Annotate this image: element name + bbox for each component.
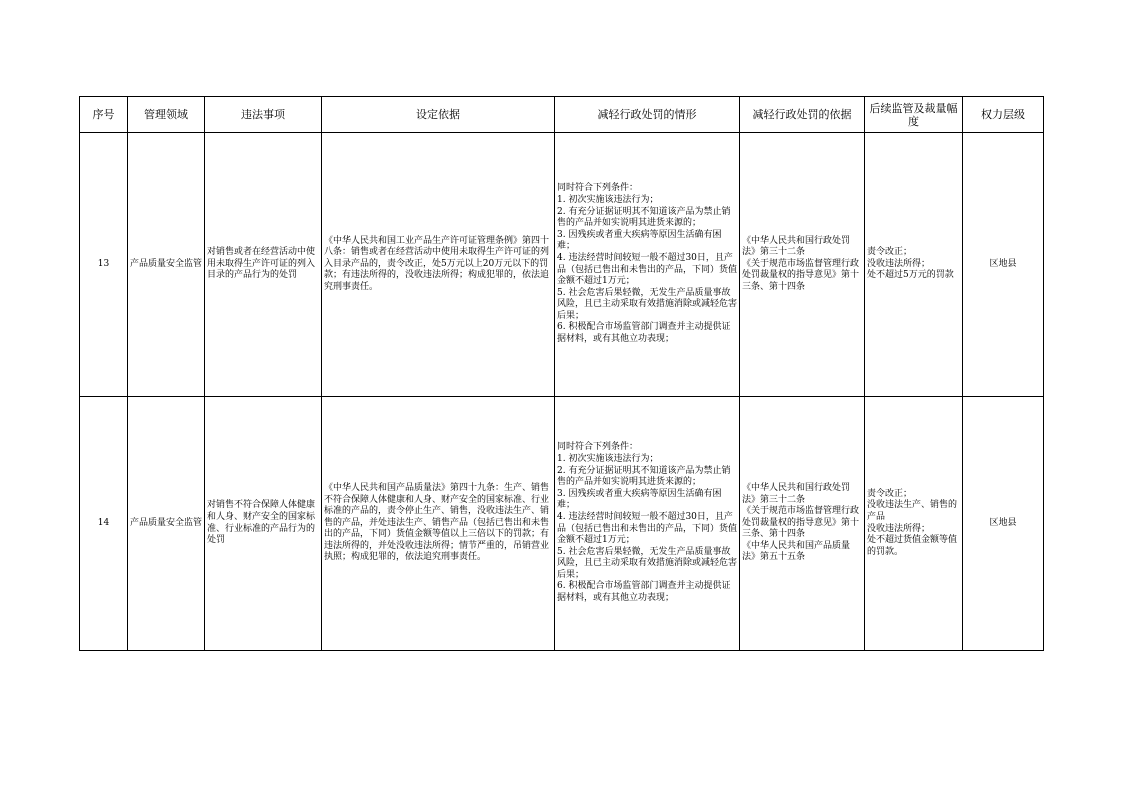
cell-circumstances <box>555 397 740 651</box>
header-reduction-basis: 减轻行政处罚的依据 <box>740 97 865 133</box>
cell-follow-up <box>865 397 963 651</box>
header-violation: 违法事项 <box>205 97 322 133</box>
cell-violation: 对销售或者在经营活动中使用未取得生产许可证的列入目录的产品行为的处罚 <box>205 133 322 397</box>
circumstance-line: 5. 社会危害后果轻微，无发生产品质量事故风险，且已主动采取有效措施消除或减轻危害后果； <box>557 546 738 580</box>
follow-up-line: 处不超过货值金额等值的罚款。 <box>867 535 958 557</box>
follow-up-line: 没收违法所得； <box>867 523 931 534</box>
cell-field: 产品质量安全监管 <box>128 397 205 651</box>
circumstance-line: 2. 有充分证据证明其不知道该产品为禁止销售的产品并如实说明其进货来源的； <box>557 206 731 229</box>
circumstance-line: 5. 社会危害后果轻微，无发生产品质量事故风险，且已主动采取有效措施消除或减轻危害后果； <box>557 287 738 321</box>
circumstance-line: 6. 积极配合市场监管部门调查并主动提供证据材料，或有其他立功表现； <box>557 322 731 345</box>
cell-follow-up <box>865 133 963 397</box>
follow-up-line: 处不超过5万元的罚款 <box>867 270 954 281</box>
penalty-table-sheet <box>79 96 1043 651</box>
circumstance-line: 1. 初次实施该违法行为； <box>557 194 659 205</box>
table-header-row <box>80 97 1044 133</box>
cell-seq: 13 <box>80 133 128 397</box>
header-follow-up: 后续监管及裁量幅度 <box>865 97 963 133</box>
table-row <box>80 397 1044 651</box>
cell-authority: 区地县 <box>963 133 1044 397</box>
reduction-basis-line: 《关于规范市场监督管理行政处罚裁量权的指导意见》第十三条、第十四条 <box>742 258 860 292</box>
table-row <box>80 133 1044 397</box>
cell-violation: 对销售不符合保障人体健康和人身、财产安全的国家标准、行业标准的产品行为的处罚 <box>205 397 322 651</box>
cell-field: 产品质量安全监管 <box>128 133 205 397</box>
circumstance-line: 同时符合下列条件： <box>557 442 639 453</box>
follow-up-line: 没收违法所得； <box>867 258 931 269</box>
circumstance-line: 1. 初次实施该违法行为； <box>557 453 659 464</box>
reduction-basis-line: 《中华人民共和国行政处罚法》第三十二条 <box>742 482 851 505</box>
header-circumstances: 减轻行政处罚的情形 <box>555 97 740 133</box>
circumstance-line: 2. 有充分证据证明其不知道该产品为禁止销售的产品并如实说明其进货来源的； <box>557 465 731 488</box>
cell-basis: 《中华人民共和国产品质量法》第四十九条：生产、销售不符合保障人体健康和人身、财产安全的国家标准、行业标准的产品的，责令停止生产、销售，没收违法生产、销售的产品，并处违法生产、销售产品（包括已售出和未售出的产品，下同）货值金额等值以上三倍以下的罚款；有违法所得的，并处没收违法所得；情节严重的，吊销营业执照；构成犯罪的，依法追究刑事责任。 <box>322 397 555 651</box>
follow-up-line: 责令改正； <box>867 247 913 258</box>
cell-circumstances <box>555 133 740 397</box>
header-field: 管理领域 <box>128 97 205 133</box>
cell-authority: 区地县 <box>963 397 1044 651</box>
circumstance-line: 3. 因残疾或者重大疾病等原因生活确有困难； <box>557 229 722 252</box>
follow-up-line: 责令改正； <box>867 488 913 499</box>
follow-up-line: 没收违法生产、销售的产品 <box>867 500 958 522</box>
header-basis: 设定依据 <box>322 97 555 133</box>
circumstance-line: 4. 违法经营时间较短一般不超过30日，且产品（包括已售出和未售出的产品，下同）货值金额不超过1万元； <box>557 511 738 546</box>
circumstance-line: 4. 违法经营时间较短一般不超过30日，且产品（包括已售出和未售出的产品，下同）货值金额不超过1万元； <box>557 252 738 287</box>
reduction-basis-line: 《中华人民共和国行政处罚法》第三十二条 <box>742 235 851 258</box>
cell-reduction-basis <box>740 133 865 397</box>
reduction-basis-line: 《关于规范市场监督管理行政处罚裁量权的指导意见》第十三条、第十四条 <box>742 506 860 540</box>
header-authority: 权力层级 <box>963 97 1044 133</box>
cell-seq: 14 <box>80 397 128 651</box>
reduction-basis-line: 《中华人民共和国产品质量法》第五十五条 <box>742 540 851 563</box>
penalty-table <box>79 96 1044 651</box>
cell-basis: 《中华人民共和国工业产品生产许可证管理条例》第四十八条：销售或者在经营活动中使用未取得生产许可证的列入目录产品的，责令改正，处5万元以上20万元以下的罚款；有违法所得的，没收违法所得；构成犯罪的，依法追究刑事责任。 <box>322 133 555 397</box>
circumstance-line: 3. 因残疾或者重大疾病等原因生活确有困难； <box>557 488 722 511</box>
circumstance-line: 6. 积极配合市场监管部门调查并主动提供证据材料，或有其他立功表现； <box>557 581 731 604</box>
cell-reduction-basis <box>740 397 865 651</box>
header-seq: 序号 <box>80 97 128 133</box>
circumstance-line: 同时符合下列条件： <box>557 183 639 194</box>
